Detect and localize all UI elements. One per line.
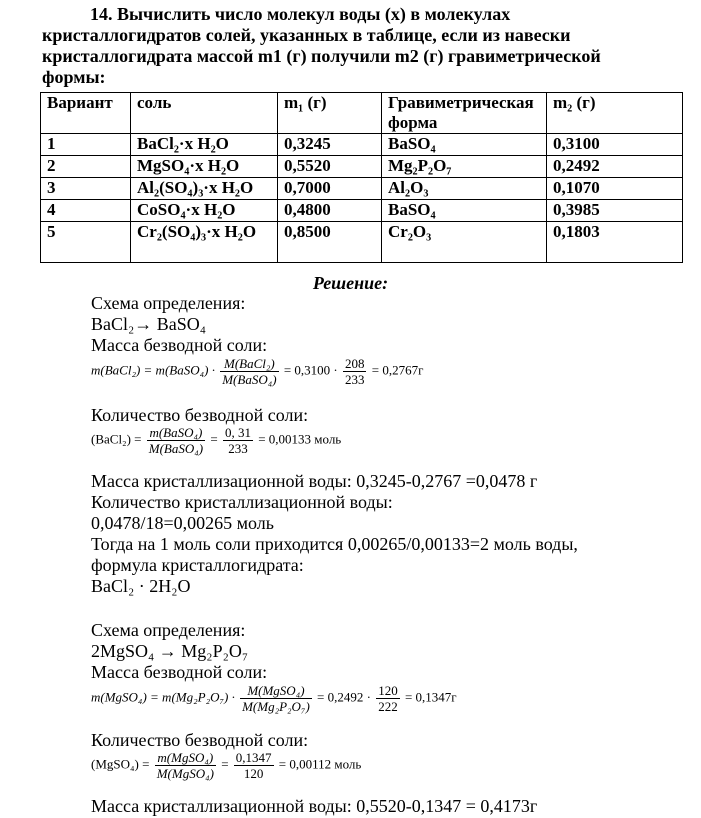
cell-m2: 0,1070 [547,178,683,200]
cell-m1: 0,8500 [278,222,382,263]
cell-m1: 0,3245 [278,134,382,156]
solution-line: Тогда на 1 моль соли приходится 0,00265/0,00133=2 моль воды, [91,534,578,554]
solution-line: BaCl₂ · 2H₂O [91,576,191,596]
solution-line: Масса кристаллизационной воды: 0,5520-0,1347 = 0,4173г [91,796,538,816]
fraction: $\frac{0,1347}{120}$ [235,750,272,781]
problem-line: формы: [42,67,106,87]
problem-statement [42,4,682,88]
fraction: $\frac{0, 31}{233}$ [224,425,251,456]
cell-salt: BaCl₂·x H₂O [131,134,278,156]
solution-line: 2MgSO₄ → Mg₂P₂O₇ [91,641,249,661]
cell-variant: 3 [41,178,131,200]
cell-grav-form: Cr₂O₃ [382,222,547,263]
cell-variant: 2 [41,156,131,178]
table-row [41,200,683,222]
solution-line: 0,0478/18=0,00265 моль [91,513,274,533]
cell-m1: 0,7000 [278,178,382,200]
solution-line: Схема определения: [91,620,246,640]
cell-salt: MgSO₄·x H₂O [131,156,278,178]
variants-table [40,92,683,263]
fraction: $\frac{\text{m(MgSO₄)}}{\text{M(MgSO₄)}}$ [156,750,214,781]
table-row [41,178,683,200]
solution-line: Количество безводной соли: [91,730,309,750]
cell-m2: 0,3985 [547,200,683,222]
equation-amount-bacl2: (BaCl₂) = $\frac{\text{m(BaSO₄)}}{\text{M(BaSO₄)}}$ = $\frac{0, 31}{233}$ = 0,00133 моль [91,425,342,456]
fraction: $\frac{120}{222}$ [378,683,398,714]
solution-line: Количество кристаллизационной воды: [91,492,393,512]
cell-grav-form: BaSO₄ [382,134,547,156]
equation-mass-mgso4: m(MgSO₄) = m(Mg₂P₂O₇) · $\frac{\text{M(MgSO₄)}}{\text{M(Mg₂P₂O₇)}}$ = 0,2492 · $\frac{120}{222}$ = 0,1347г [91,683,457,714]
solution-line: Масса безводной соли: [91,335,268,355]
cell-m2: 0,1803 [547,222,683,263]
header-grav-form: Гравиметрическая форма [382,93,547,134]
cell-variant: 4 [41,200,131,222]
cell-grav-form: Mg₂P₂O₇ [382,156,547,178]
table-row [41,156,683,178]
header-m1: m₁ (г) [278,93,382,134]
fraction: $\frac{\text{M(MgSO₄)}}{\text{M(Mg₂P₂O₇)}}$ [242,683,310,714]
solution-line: Масса безводной соли: [91,662,268,682]
cell-grav-form: BaSO₄ [382,200,547,222]
cell-m1: 0,5520 [278,156,382,178]
equation-mass-bacl2: m(BaCl₂) = m(BaSO₄) · $\frac{\text{M(BaCl₂)}}{\text{M(BaSO₄)}}$ = 0,3100 · $\frac{208}{233}$ = 0,2767г [91,356,424,387]
problem-line: кристаллогидрата массой m1 (г) получили m2 (г) гравиметрической [42,46,601,66]
table-header-row [41,93,683,134]
cell-salt: Cr₂(SO₄)₃·x H₂O [131,222,278,263]
fraction: $\frac{\text{m(BaSO₄)}}{\text{M(BaSO₄)}}$ [148,425,204,456]
table-row [41,222,683,263]
cell-m2: 0,2492 [547,156,683,178]
solution-line: формула кристаллогидрата: [91,555,304,575]
fraction: $\frac{\text{M(BaCl₂)}}{\text{M(BaSO₄)}}$ [222,356,277,387]
cell-m1: 0,4800 [278,200,382,222]
header-m2: m₂ (г) [547,93,683,134]
cell-grav-form: Al₂O₃ [382,178,547,200]
cell-m2: 0,3100 [547,134,683,156]
solution-heading: Решение: [312,273,389,293]
solution-line: BaCl₂→ BaSO₄ [91,314,207,334]
problem-line: 14. Вычислить число молекул воды (х) в молекулах [90,4,511,24]
solution-line: Схема определения: [91,293,246,313]
solution-line: Масса кристаллизационной воды: 0,3245-0,2767 =0,0478 г [91,471,538,491]
header-variant: Вариант [41,93,131,134]
cell-salt: Al₂(SO₄)₃·x H₂O [131,178,278,200]
table-row [41,134,683,156]
cell-salt: CoSO₄·x H₂O [131,200,278,222]
equation-amount-mgso4: (MgSO₄) = $\frac{\text{m(MgSO₄)}}{\text{M(MgSO₄)}}$ = $\frac{0,1347}{120}$ = 0,00112 моль [91,750,362,781]
problem-line: кристаллогидратов солей, указанных в таблице, если из навески [42,25,571,45]
header-salt: соль [131,93,278,134]
cell-variant: 1 [41,134,131,156]
fraction: $\frac{208}{233}$ [344,356,365,387]
cell-variant: 5 [41,222,131,263]
solution-line: Количество безводной соли: [91,405,309,425]
